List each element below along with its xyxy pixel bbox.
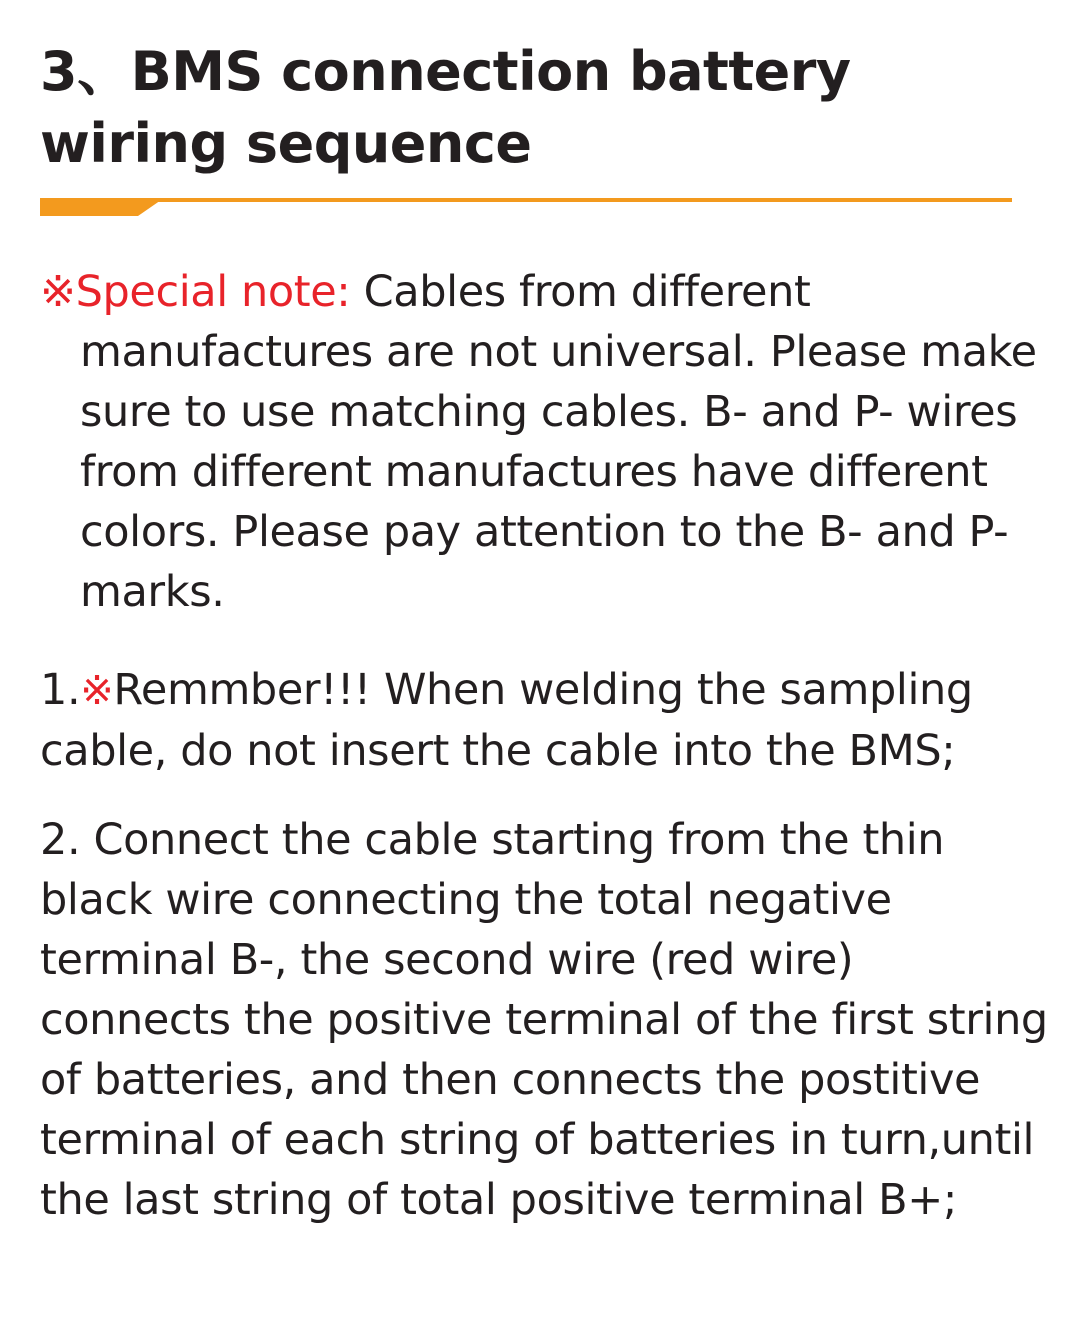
step-1-text: Remmber!!! When welding the sampling cable, do not insert the cable into the BMS; <box>40 665 973 776</box>
reference-mark-icon: ※ <box>80 668 114 714</box>
underline-thin-line <box>136 198 1012 202</box>
section-title: 3、BMS connection battery wiring sequence <box>40 40 851 175</box>
special-note <box>40 262 1080 622</box>
special-note-label: ※Special note: <box>40 267 351 317</box>
step-1-number: 1. <box>40 665 81 715</box>
special-note-text: Cables from different manufactures are not universal. Please make sure to use matching cables. B- and P- wires from different manufactures have different colors. Please pay attention to the B- and P- marks. <box>80 267 1037 617</box>
title-underline <box>40 192 1012 216</box>
step-1 <box>40 660 1050 781</box>
step-2: 2. Connect the cable starting from the thin black wire connecting the total negative terminal B-, the second wire (red wire) connects the positive terminal of the first string of batteries, and then connects the postitive terminal of each string of batteries in turn,until the last string of total positive terminal B+; <box>40 815 1048 1225</box>
